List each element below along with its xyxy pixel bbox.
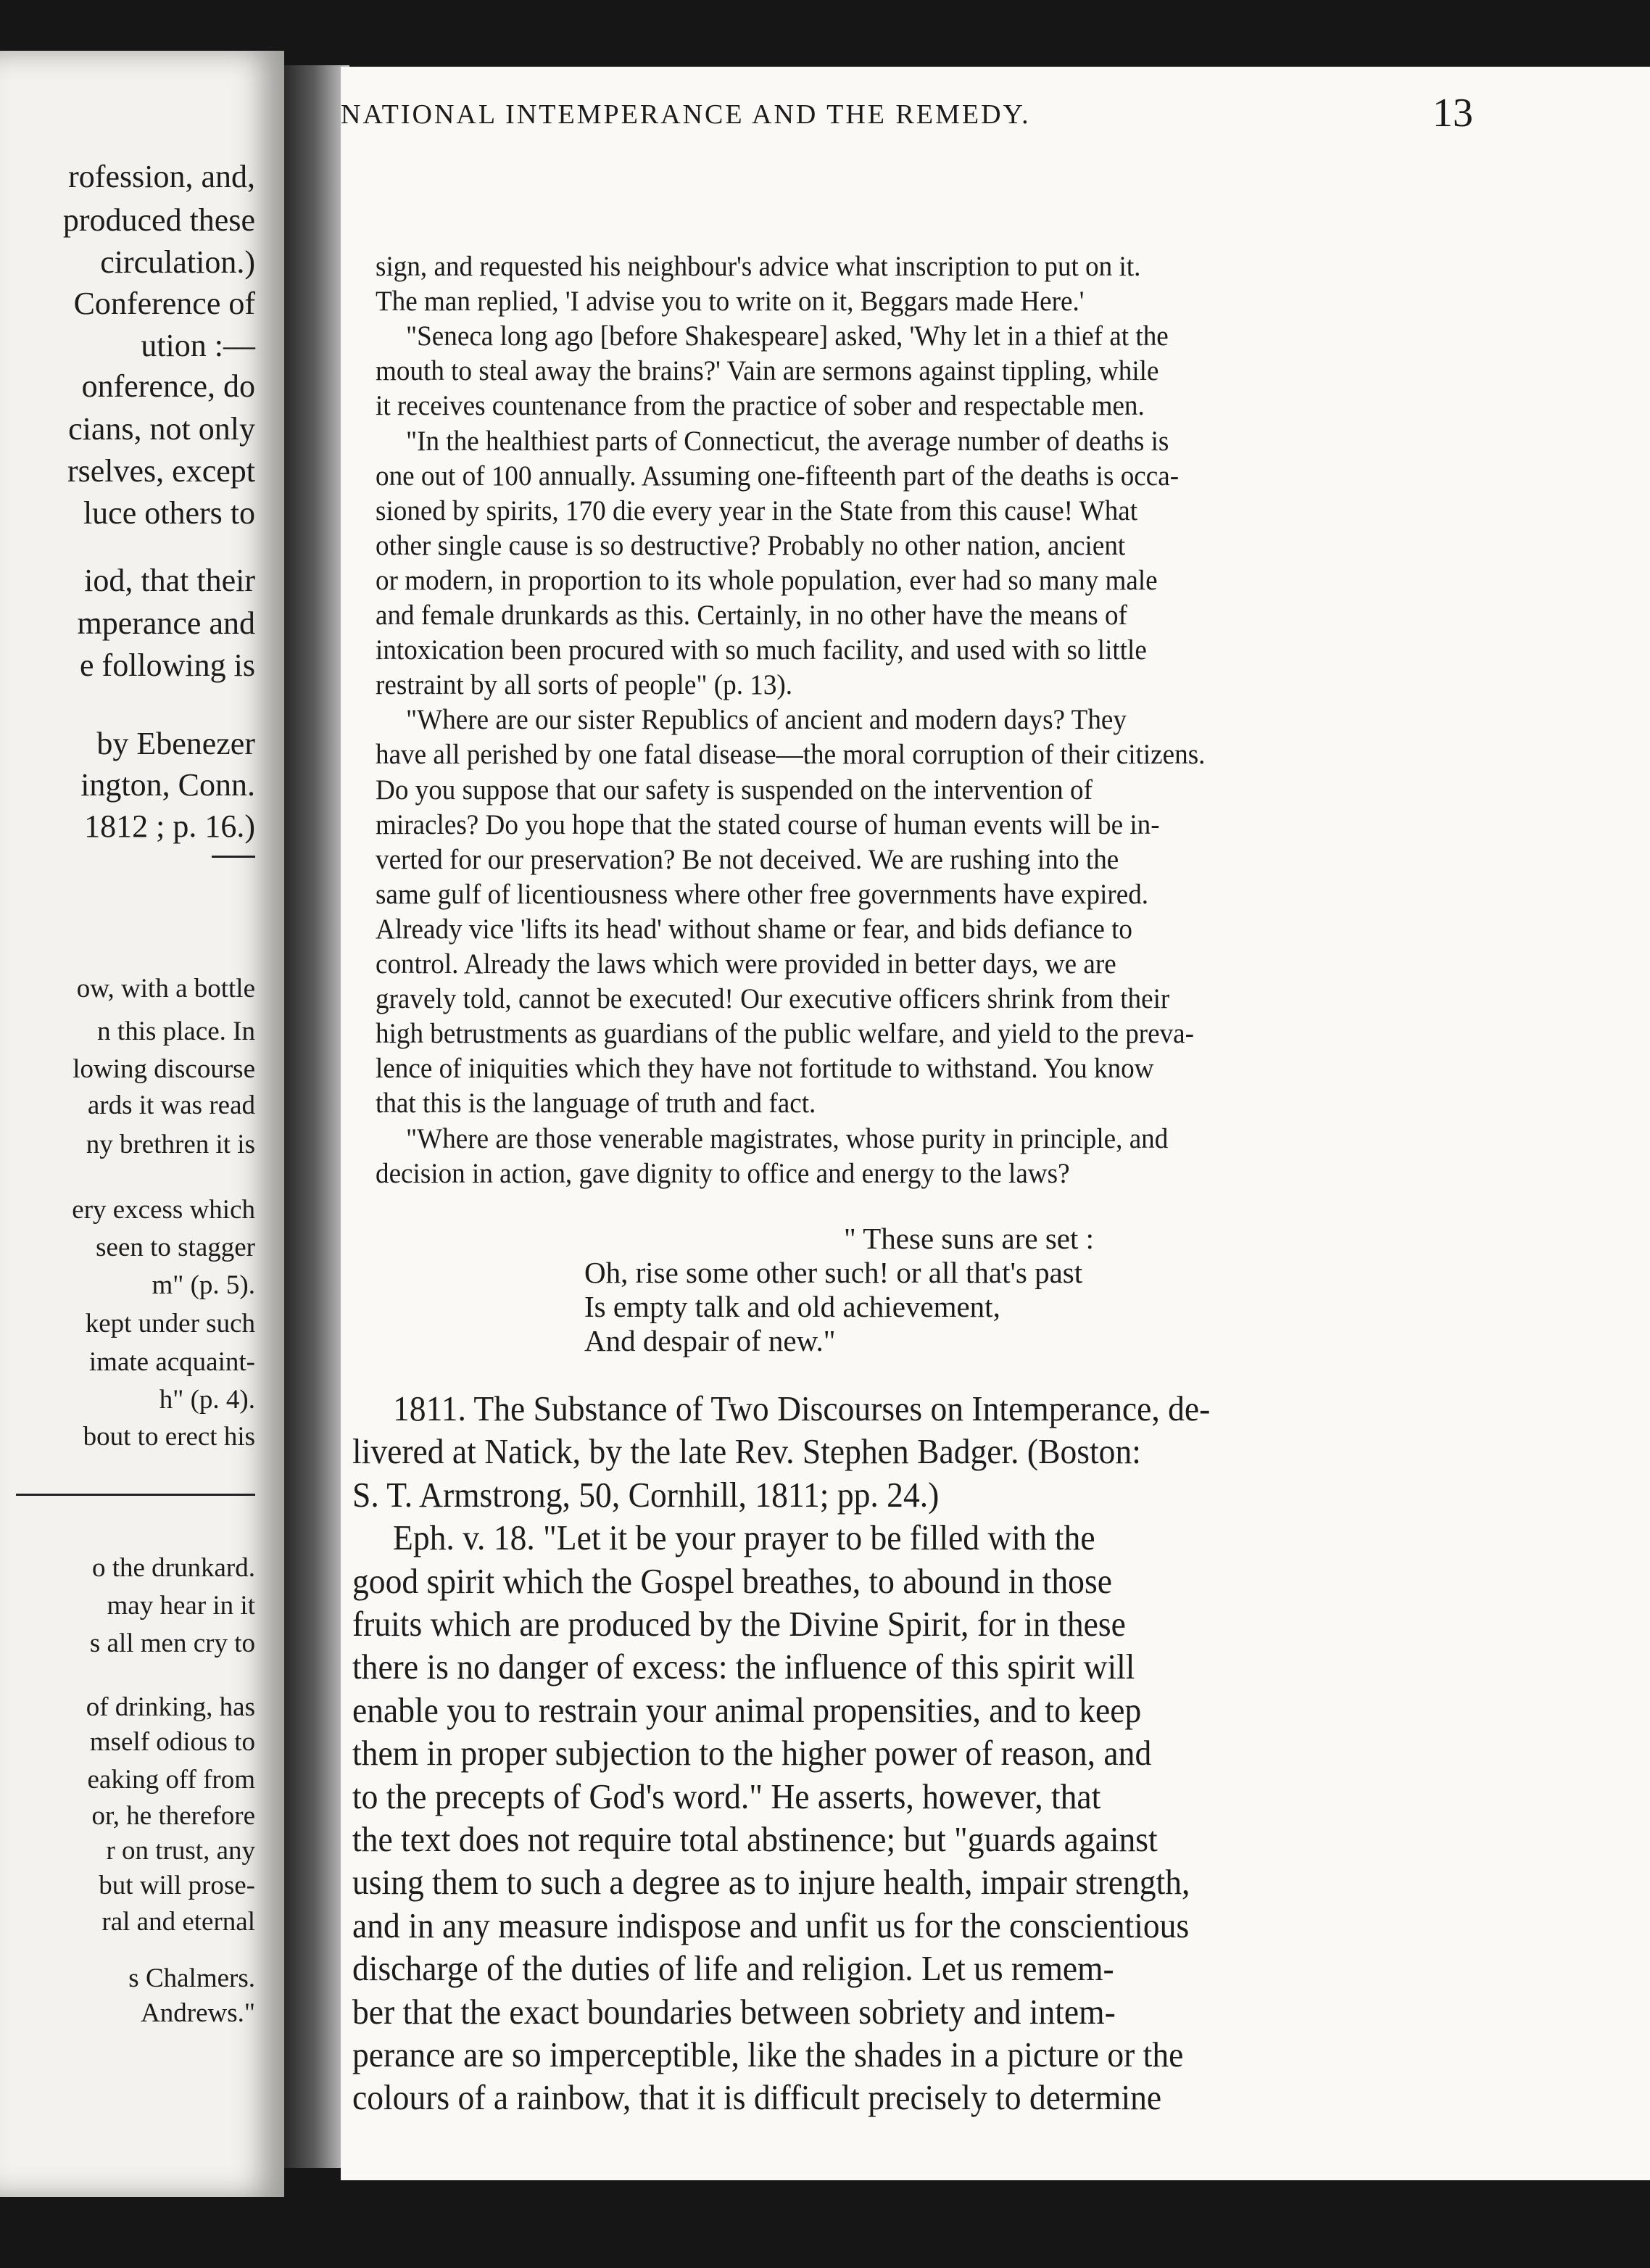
left-page-line: ington, Conn. bbox=[80, 767, 255, 803]
body-line: other single cause is so destructive? Probably no other nation, ancient bbox=[376, 529, 1126, 561]
left-page-line: of drinking, has bbox=[86, 1692, 255, 1722]
left-page-line: ards it was read bbox=[87, 1090, 255, 1120]
body-line: fruits which are produced by the Divine Spirit, for in these bbox=[352, 1604, 1126, 1644]
body-line: miracles? Do you hope that the stated course of human events will be in- bbox=[376, 808, 1160, 840]
left-page-line: but will prose- bbox=[99, 1871, 255, 1900]
left-page-line: Conference of bbox=[73, 286, 255, 321]
divider-rule bbox=[16, 1494, 255, 1496]
body-line: discharge of the duties of life and religion. Let us remem- bbox=[352, 1948, 1114, 1989]
left-page-line: kept under such bbox=[85, 1309, 255, 1338]
left-page-line: iod, that their bbox=[84, 563, 255, 598]
left-page-line: luce others to bbox=[83, 495, 255, 531]
body-line: sign, and requested his neighbour's advice what inscription to put on it. bbox=[376, 250, 1141, 282]
body-line: intoxication been procured with so much facility, and used with so little bbox=[376, 634, 1147, 666]
body-line: good spirit which the Gospel breathes, to abound in those bbox=[352, 1560, 1112, 1601]
left-page-line: e following is bbox=[80, 647, 255, 683]
body-line: gravely told, cannot be executed! Our executive officers shrink from their bbox=[376, 982, 1170, 1015]
body-line: colours of a rainbow, that it is difficult precisely to determine bbox=[352, 2077, 1162, 2118]
body-line: mouth to steal away the brains?' Vain are sermons against tippling, while bbox=[376, 355, 1159, 387]
body-line: Already vice 'lifts its head' without shame or fear, and bids defiance to bbox=[376, 912, 1132, 945]
left-page-line: ow, with a bottle bbox=[76, 974, 255, 1003]
left-page-line: circulation.) bbox=[100, 244, 255, 280]
body-line: decision in action, gave dignity to office and energy to the laws? bbox=[376, 1156, 1070, 1189]
body-line: there is no danger of excess: the influence of this spirit will bbox=[352, 1647, 1135, 1687]
body-line: and female drunkards as this. Certainly, in no other have the means of bbox=[376, 599, 1127, 631]
left-page-line: ution :— bbox=[141, 328, 255, 363]
body-line: have all perished by one fatal disease—the moral corruption of their citizens. bbox=[376, 738, 1206, 771]
left-page-line: s all men cry to bbox=[89, 1628, 255, 1658]
body-line: to the precepts of God's word." He asserts, however, that bbox=[352, 1776, 1101, 1816]
body-line: sioned by spirits, 170 die every year in the State from this cause! What bbox=[376, 494, 1138, 526]
left-page-line: rofession, and, bbox=[68, 159, 255, 194]
verse-line: Is empty talk and old achievement, bbox=[584, 1290, 1000, 1323]
left-page-line: produced these bbox=[62, 202, 255, 238]
left-page-line: mself odious to bbox=[89, 1727, 255, 1757]
body-line: that this is the language of truth and fact. bbox=[376, 1087, 816, 1119]
body-line: or modern, in proportion to its whole population, ever had so many male bbox=[376, 563, 1158, 596]
left-page-line: h" (p. 4). bbox=[159, 1385, 255, 1415]
body-line: it receives countenance from the practice of sober and respectable men. bbox=[376, 389, 1145, 422]
running-head: NATIONAL INTEMPERANCE AND THE REMEDY. bbox=[341, 99, 1031, 130]
divider-rule bbox=[212, 856, 255, 858]
body-line: "Seneca long ago [before Shakespeare] asked, 'Why let in a thief at the bbox=[406, 320, 1169, 352]
left-page-line: by Ebenezer bbox=[96, 726, 255, 761]
body-line: them in proper subjection to the higher power of reason, and bbox=[352, 1733, 1152, 1774]
body-line: Do you suppose that our safety is suspended on the intervention of bbox=[376, 773, 1093, 806]
left-page-line: ral and eternal bbox=[101, 1907, 255, 1937]
body-line: ber that the exact boundaries between sobriety and intem- bbox=[352, 1991, 1116, 2032]
body-line: perance are so imperceptible, like the shades in a picture or the bbox=[352, 2035, 1184, 2074]
body-line: 1811. The Substance of Two Discourses on Intemperance, de- bbox=[393, 1388, 1211, 1428]
left-page-line: eaking off from bbox=[87, 1765, 255, 1795]
body-line: and in any measure indispose and unfit us for the conscientious bbox=[352, 1905, 1190, 1945]
left-page bbox=[0, 51, 284, 2197]
body-line: "Where are those venerable magistrates, whose purity in principle, and bbox=[406, 1122, 1169, 1154]
verse-line: Oh, rise some other such! or all that's past bbox=[584, 1256, 1083, 1289]
left-page-line: may hear in it bbox=[107, 1591, 255, 1621]
body-line: control. Already the laws which were provided in better days, we are bbox=[376, 948, 1116, 980]
left-page-line: or, he therefore bbox=[91, 1801, 255, 1831]
book-gutter bbox=[284, 65, 349, 2168]
left-page-line: mperance and bbox=[77, 605, 255, 641]
left-page-line: r on trust, any bbox=[106, 1836, 255, 1866]
body-line: high betrustments as guardians of the public welfare, and yield to the preva- bbox=[376, 1017, 1195, 1050]
verse-line: " These suns are set : bbox=[844, 1222, 1095, 1255]
left-page-line: ny brethren it is bbox=[86, 1130, 255, 1159]
verse-line: And despair of new." bbox=[584, 1324, 836, 1357]
left-page-line: 1812 ; p. 16.) bbox=[84, 808, 255, 844]
body-line: the text does not require total abstinence; but "guards against bbox=[352, 1819, 1158, 1859]
left-page-line: seen to stagger bbox=[96, 1233, 255, 1262]
body-line: "Where are our sister Republics of ancient and modern days? They bbox=[406, 703, 1127, 736]
left-page-line: rselves, except bbox=[67, 453, 255, 489]
left-page-line: ery excess which bbox=[72, 1195, 255, 1225]
body-line: "In the healthiest parts of Connecticut, the average number of deaths is bbox=[406, 424, 1169, 457]
body-line: one out of 100 annually. Assuming one-fifteenth part of the deaths is occa- bbox=[376, 459, 1180, 492]
left-page-line: s Chalmers. bbox=[128, 1963, 255, 1993]
body-line: verted for our preservation? Be not deceived. We are rushing into the bbox=[376, 843, 1119, 875]
left-page-line: Andrews." bbox=[141, 1998, 255, 2028]
left-page-line: imate acquaint- bbox=[88, 1347, 255, 1377]
left-page-line: lowing discourse bbox=[72, 1054, 255, 1084]
page-number: 13 bbox=[1433, 91, 1473, 136]
left-page-line: bout to erect his bbox=[83, 1422, 255, 1452]
body-line: lence of iniquities which they have not fortitude to withstand. You know bbox=[376, 1052, 1154, 1085]
body-line: enable you to restrain your animal propensities, and to keep bbox=[352, 1689, 1142, 1730]
body-line: The man replied, 'I advise you to write on it, Beggars made Here.' bbox=[376, 285, 1085, 318]
body-line: livered at Natick, by the late Rev. Stephen Badger. (Boston: bbox=[352, 1431, 1141, 1472]
body-line: Eph. v. 18. "Let it be your prayer to be filled with the bbox=[393, 1518, 1095, 1558]
left-page-line: cians, not only bbox=[68, 411, 255, 447]
body-line: using them to such a degree as to injure health, impair strength, bbox=[352, 1862, 1190, 1903]
left-page-line: n this place. In bbox=[97, 1017, 255, 1046]
left-page-line: o the drunkard. bbox=[91, 1553, 255, 1583]
body-line: restraint by all sorts of people" (p. 13). bbox=[376, 669, 793, 701]
body-line: same gulf of licentiousness where other free governments have expired. bbox=[376, 877, 1149, 910]
body-line: S. T. Armstrong, 50, Cornhill, 1811; pp. 24.) bbox=[352, 1474, 940, 1515]
left-page-line: onference, do bbox=[81, 368, 255, 404]
left-page-line: m" (p. 5). bbox=[152, 1270, 255, 1300]
